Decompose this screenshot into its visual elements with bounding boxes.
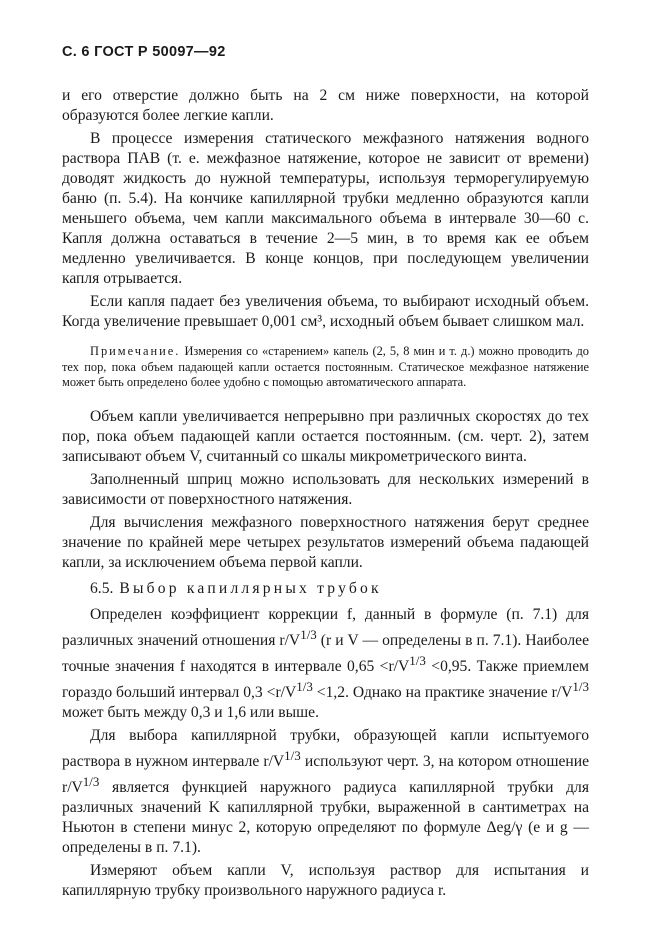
paragraph: Заполненный шприц можно использовать для нескольких измерений в зависимости от поверхностного натяжения.	[62, 470, 589, 508]
note-text: Измерения со «старением» капель (2, 5, 8 мин и т. д.) можно проводить до тех пор, пока объем падающей капли остается постоянным. Статическое межфазное натяжение может быть определено более удобно с помощью автоматического аппарата.	[62, 344, 589, 389]
paragraph: Определен коэффициент коррекции f, данный в формуле (п. 7.1) для различных значений отношения $r/V^{1/3}$ (r и V — определены в п. 7.1). Наиболее точные значения f находятся в интервале $0,65 <r/V^{1/3} <0,95$. Также приемлем гораздо больший интервал $0,3 <r/V^{1/3} <1,2$. Однако на практике значение $r/V^{1/3}$ может быть между 0,3 и 1,6 или выше.	[62, 605, 589, 722]
paragraph: Для вычисления межфазного поверхностного натяжения берут среднее значение по крайней мере четырех результатов измерений объема падающей капли, за исключением объема первой капли.	[62, 513, 589, 571]
paragraph: Для выбора капиллярной трубки, образующей капли испытуемого раствора в нужном интервале $r/V^{1/3}$ используют черт. 3, на котором отношение $r/V^{1/3}$ является функцией наружного радиуса капиллярной трубки для различных значений K капиллярной трубки, выраженной в сантиметрах на Ньютон в степени минус 2, которую определяют по формуле Δeg/γ (e и g — определены в п. 7.1).	[62, 727, 589, 857]
body-text	[62, 86, 589, 904]
paragraph: В процессе измерения статического межфазного натяжения водного раствора ПАВ (т. е. межфазное натяжение, которое не зависит от времени) доводят жидкость до нужной температуры, используя терморегулируемую баню (п. 5.4). На кончике капиллярной трубки медленно образуются капли меньшего объема, чем капли максимального объема в интервале 30—60 с. Капля должна оставаться в течение 2—5 мин, в то время как ее объем медленно увеличивается. В конце концов, при последующем увеличении капля отрывается.	[62, 130, 589, 287]
section-title: Выбор капиллярных трубок	[119, 579, 382, 597]
section-heading	[62, 579, 589, 599]
paragraph: и его отверстие должно быть на 2 см ниже поверхности, на которой образуются более легкие капли.	[62, 87, 589, 124]
exponent: 1/3	[296, 678, 313, 694]
exponent: 1/3	[300, 626, 317, 642]
exponent: 1/3	[572, 678, 589, 694]
exponent: 1/3	[284, 748, 301, 764]
exponent: 1/3	[409, 652, 426, 668]
paragraph: Объем капли увеличивается непрерывно при различных скоростях до тех пор, пока объем падающей капли остается постоянным. (см. черт. 2), затем записывают объем V, считанный со шкалы микрометрического винта.	[62, 407, 589, 465]
page-header: С. 6 ГОСТ Р 50097—92	[62, 44, 226, 60]
section-number: 6.5.	[90, 579, 114, 597]
note	[62, 344, 589, 391]
paragraph: Измеряют объем капли V, используя раствор для испытания и капиллярную трубку произвольного наружного радиуса r.	[62, 862, 589, 900]
exponent: 1/3	[82, 774, 100, 790]
paragraph: Если капля падает без увеличения объема, то выбирают исходный объем. Когда увеличение превышает 0,001 см³, исходный объем бывает слишком мал.	[62, 293, 589, 330]
note-label: Примечание.	[90, 344, 181, 358]
